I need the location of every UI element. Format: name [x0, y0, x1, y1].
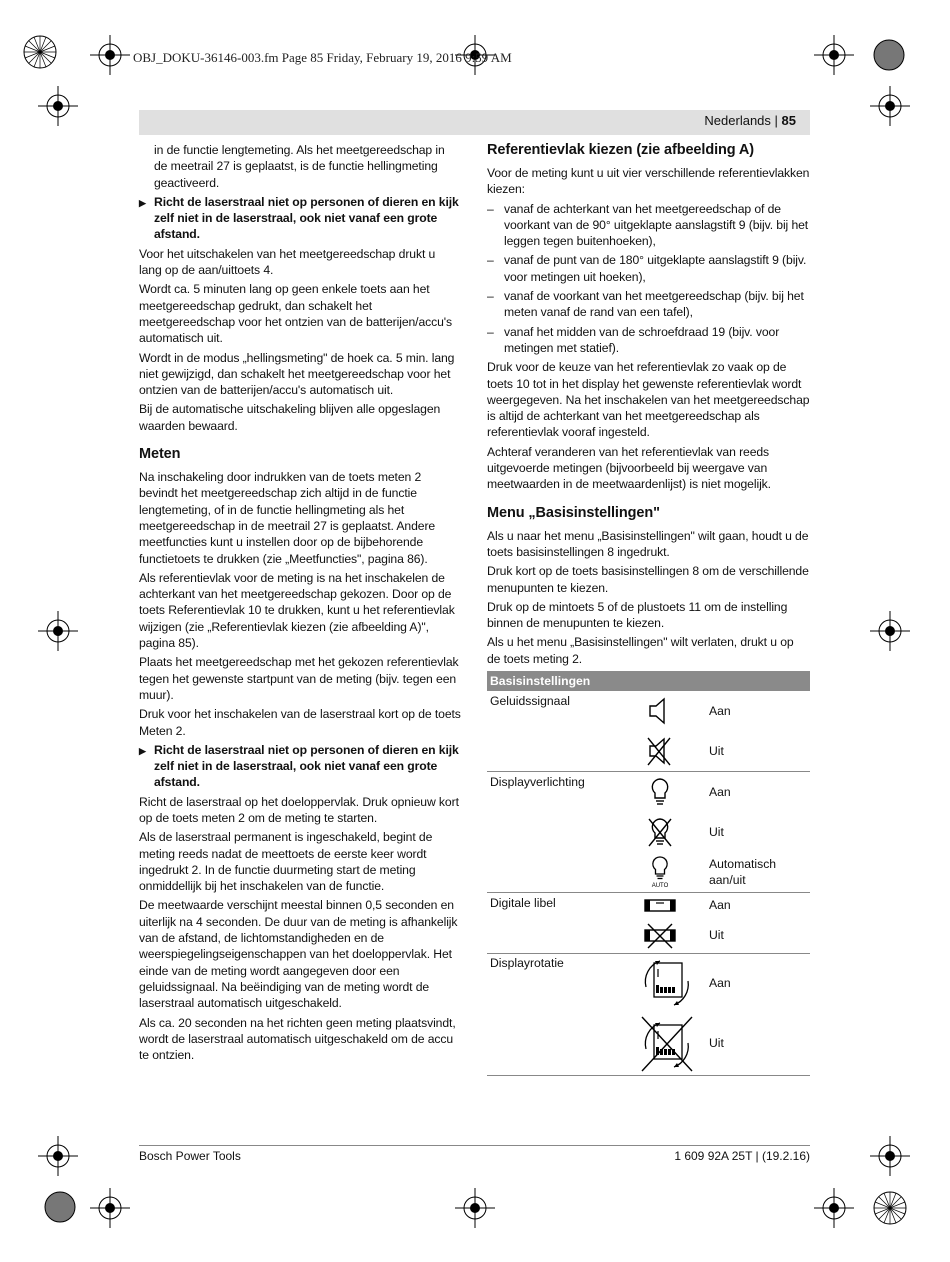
setting-name: Geluidssignaal	[490, 694, 570, 708]
paragraph: Als referentievlak voor de meting is na het inschakelen de achterkant van het meetgereedschap gekozen. Door op de toets Referentievlak 10 te drukken, kunt u het referentievlak wijzigen (zie „Referentievlak kiezen (zie afbeelding A)", pagina 85).	[139, 570, 455, 651]
paragraph: Achteraf veranderen van het referentievlak van reeds uitgevoerde metingen (bijvoorbeeld bij weergave van meetwaarden in de meetwaardenlijst) is niet mogelijk.	[487, 444, 771, 492]
crosshair-mark-icon	[90, 1188, 130, 1228]
footer-document-number: 1 609 92A 25T | (19.2.16)	[674, 1149, 810, 1163]
paragraph: Als de laserstraal permanent is ingeschakeld, begint de meting reeds nadat de meettoets de eerste keer wordt ingedrukt 2. In de functie duurmeting start de meting onmiddellijk bij het inschakelen van de functie.	[139, 830, 433, 894]
option-label: Uit	[709, 825, 724, 839]
paragraph: Druk voor de keuze van het referentievlak zo vaak op de toets 10 tot in het display het gewenste referentievlak wordt weergegeven. Na het inschakelen van het meetgereedschap is altijd de achterkant van het meetgereedschap als referentievlak vooraf ingesteld.	[487, 360, 810, 440]
left-column	[139, 142, 461, 1066]
option-label: Uit	[709, 928, 724, 942]
option-label: Automatisch aan/uit	[709, 857, 777, 887]
registration-mark-icon	[860, 1178, 920, 1238]
setting-option	[487, 691, 810, 731]
list-item: – vanaf het midden van de schroefdraad 19 (bijv. voor metingen met statief).	[487, 324, 810, 357]
registration-mark-icon	[10, 22, 70, 82]
safety-warning: ▶ Richt de laserstraal niet op personen of dieren en kijk zelf niet in de laserstraal, ook niet vanaf een grote afstand.	[139, 194, 461, 243]
paragraph: De meetwaarde verschijnt meestal binnen 0,5 seconden en uiterlijk na 4 seconden. De duur van de meting is afhankelijk van de afstand, de lichtomstandigheden en de weerspiegelingseigenschappen van het doeloppervlak. Het einde van de meting wordt aangegeven door een geluidssignaal. Na beëindiging van de meting wordt de laserstraal automatisch uitgeschakeld.	[139, 898, 458, 1011]
page-number: 85	[781, 113, 796, 128]
setting-option	[487, 812, 810, 852]
option-label: Aan	[709, 898, 731, 912]
gray-dot-mark-icon	[872, 38, 906, 72]
paragraph: Als ca. 20 seconden na het richten geen meting plaatsvindt, wordt de laserstraal automatisch uitgeschakeld om de accu te ontzien.	[139, 1015, 456, 1063]
footer-publisher: Bosch Power Tools	[139, 1149, 241, 1163]
crosshair-mark-icon	[814, 35, 854, 75]
paragraph: Richt de laserstraal op het doeloppervlak. Druk opnieuw kort op de toets meten 2 om de meting te starten.	[139, 794, 459, 825]
option-label: Uit	[709, 744, 724, 758]
bulb-off-icon	[642, 816, 678, 848]
list-item: – vanaf de achterkant van het meetgereedschap of de voorkant van de 90° uitgeklapte aanslagstift 9 (bijv. bij het leggen tegen buitenhoeken),	[487, 201, 810, 250]
level-off-icon	[642, 923, 678, 949]
paragraph: Bij de automatische uitschakeling blijven alle opgeslagen waarden bewaard.	[139, 402, 441, 433]
table-row	[487, 953, 810, 1076]
setting-option	[487, 1013, 810, 1075]
crosshair-mark-icon	[870, 611, 910, 651]
speaker-icon	[642, 695, 678, 727]
option-label: Aan	[709, 785, 731, 799]
paragraph: Als u naar het menu „Basisinstellingen" wilt gaan, houdt u de toets basisinstellingen 8 ingedrukt.	[487, 528, 809, 559]
running-header	[704, 113, 796, 128]
slug-line: OBJ_DOKU-36146-003.fm Page 85 Friday, February 19, 2016 9:59 AM	[133, 50, 512, 65]
level-icon	[642, 895, 678, 917]
setting-option	[487, 921, 810, 953]
setting-option	[487, 852, 810, 892]
paragraph: Voor de meting kunt u uit vier verschillende referentievlakken kiezen:	[487, 166, 810, 197]
option-label: Aan	[709, 704, 731, 718]
crosshair-mark-icon	[38, 86, 78, 126]
crosshair-mark-icon	[455, 1188, 495, 1228]
safety-warning: ▶ Richt de laserstraal niet op personen of dieren en kijk zelf niet in de laserstraal, ook niet vanaf een grote afstand.	[139, 742, 461, 791]
crosshair-mark-icon	[90, 35, 130, 75]
auto-icon-text: AUTO	[651, 883, 669, 888]
setting-option	[487, 772, 810, 812]
paragraph: Wordt ca. 5 minuten lang op geen enkele toets aan het meetgereedschap gedrukt, dan schakelt het meetgereedschap voor het ontzien van de batterijen/accu's automatisch uit.	[139, 282, 453, 346]
rotation-off-icon	[640, 1015, 694, 1073]
right-column	[487, 141, 810, 670]
header-language: Nederlands	[704, 113, 771, 128]
paragraph: Na inschakeling door indrukken van de toets meten 2 bevindt het meetgereedschap zich altijd in de functie lengtemeting, of in de functie hellingmeting als het meetgereedschap in de meetrail 27 is geplaatst. Andere meetfuncties kunt u instellen door op de bijbehorende functietoets te drukken (zie „Meetfuncties", pagina 86).	[139, 470, 436, 566]
paragraph: Plaats het meetgereedschap met het gekozen referentievlak tegen het gewenste startpunt van de meting (bijv. tegen een muur).	[139, 655, 459, 702]
table-row	[487, 893, 810, 954]
setting-option	[487, 731, 810, 771]
crosshair-mark-icon	[870, 86, 910, 126]
header-separator: |	[770, 113, 782, 128]
bulb-icon	[642, 776, 678, 808]
gray-dot-mark-icon	[43, 1190, 77, 1224]
paragraph: Voor het uitschakelen van het meetgereedschap drukt u lang op de aan/uittoets 4.	[139, 246, 436, 278]
option-label: Aan	[709, 976, 731, 990]
setting-name: Displayverlichting	[490, 775, 585, 789]
option-label: Uit	[709, 1036, 724, 1050]
setting-option	[487, 893, 810, 921]
crosshair-mark-icon	[38, 1136, 78, 1176]
paragraph: Druk kort op de toets basisinstellingen 8 om de verschillende menupunten te kiezen.	[487, 564, 809, 595]
table-row	[487, 691, 810, 772]
section-heading-basisinstellingen: Menu „Basisinstellingen"	[487, 504, 660, 521]
crosshair-mark-icon	[870, 1136, 910, 1176]
table-header: Basisinstellingen	[487, 671, 810, 691]
bulb-auto-icon	[642, 856, 678, 888]
list-item: – vanaf de voorkant van het meetgereedschap (bijv. bij het meten vanaf de rand van een tafel),	[487, 288, 810, 321]
crosshair-mark-icon	[38, 611, 78, 651]
footer-divider	[139, 1145, 810, 1146]
section-heading-referentievlak: Referentievlak kiezen (zie afbeelding A)	[487, 142, 755, 158]
paragraph: Druk voor het inschakelen van de laserstraal kort op de toets Meten 2.	[139, 707, 461, 738]
list-item: – vanaf de punt van de 180° uitgeklapte aanslagstift 9 (bijv. voor metingen uit hoeken),	[487, 252, 810, 285]
paragraph: Wordt in de modus „hellingsmeting" de hoek ca. 5 min. lang niet gewijzigd, dan schakelt het meetgereedschap voor het ontzien van de batterijen/accu's automatisch uit.	[139, 350, 455, 398]
section-heading-meten: Meten	[139, 446, 181, 463]
rotation-icon	[640, 957, 694, 1009]
paragraph: in de functie lengtemeting. Als het meetgereedschap in de meetrail 27 is geplaatst, is de functie hellingmeting geactiveerd.	[154, 143, 445, 190]
setting-name: Digitale libel	[490, 896, 556, 910]
setting-name: Displayrotatie	[490, 956, 564, 970]
paragraph: Als u het menu „Basisinstellingen" wilt verlaten, drukt u op de toets meting 2.	[487, 635, 794, 666]
crosshair-mark-icon	[814, 1188, 854, 1228]
table-row	[487, 772, 810, 893]
setting-option	[487, 953, 810, 1013]
speaker-off-icon	[642, 735, 678, 767]
paragraph: Druk op de mintoets 5 of de plustoets 11 om de instelling binnen de menupunten te kiezen.	[487, 599, 788, 631]
settings-table	[487, 671, 810, 1076]
